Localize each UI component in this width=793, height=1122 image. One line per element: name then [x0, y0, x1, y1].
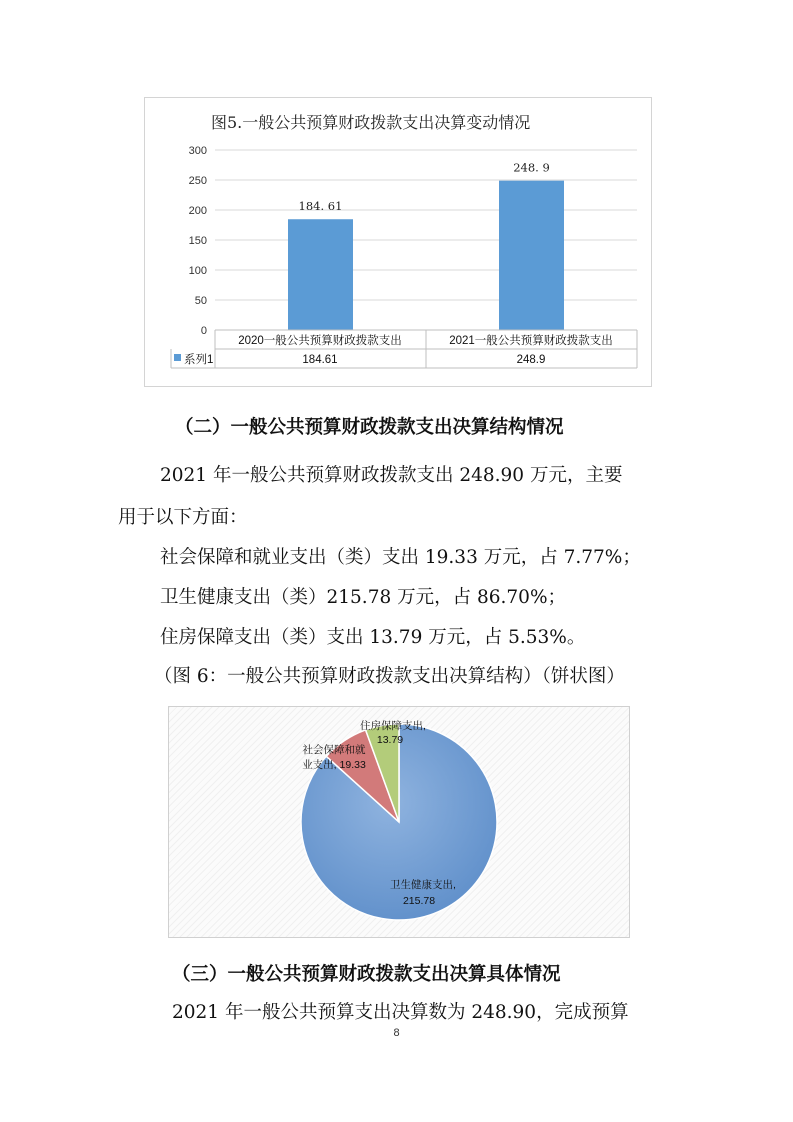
bar-data-label: 248. 9 — [513, 160, 550, 175]
table-value-2020: 184.61 — [302, 354, 338, 366]
paragraph-line: 用于以下方面： — [118, 507, 248, 528]
paragraph-line: 2021 年一般公共预算支出决算数为 248.90，完成预算 — [172, 1002, 629, 1023]
pie-chart-plot — [169, 707, 629, 937]
pie-label-social-value: 业支出, 19.33 — [302, 759, 366, 771]
bar-chart-plot — [145, 98, 651, 386]
pie-label-social-name: 社会保障和就 — [302, 744, 366, 756]
bar-y-axis — [189, 145, 207, 337]
legend-series-name: 系列1 — [184, 354, 214, 366]
expense-item-health: 卫生健康支出（类）215.78 万元，占 86.70%； — [160, 587, 567, 608]
bar-data-table — [171, 330, 637, 368]
bar-data-label: 184. 61 — [298, 199, 343, 214]
bar-chart — [144, 97, 652, 387]
expense-item-social: 社会保障和就业支出（类）支出 19.33 万元，占 7.77%； — [160, 547, 641, 568]
bar-2021 — [499, 181, 564, 330]
legend-swatch — [174, 354, 181, 361]
pie-label-housing-name: 住房保障支出, — [360, 720, 426, 732]
y-tick-label: 200 — [188, 205, 207, 217]
y-tick-label: 150 — [188, 235, 207, 247]
y-tick-label: 50 — [194, 295, 207, 307]
section-heading-3: （三）一般公共预算财政拨款支出决算具体情况 — [172, 964, 561, 985]
bar-gridlines — [215, 150, 637, 330]
pie-label-health-name: 卫生健康支出, — [390, 879, 456, 891]
table-value-2021: 248.9 — [516, 354, 546, 366]
section-heading-2: （二）一般公共预算财政拨款支出决算结构情况 — [175, 417, 564, 438]
y-tick-label: 100 — [188, 265, 207, 277]
bar-2020 — [288, 219, 353, 330]
y-tick-label: 250 — [188, 175, 207, 187]
table-category-2021: 2021一般公共预算财政拨款支出 — [449, 335, 613, 347]
bar-chart-title: 图5.一般公共预算财政拨款支出决算变动情况 — [211, 113, 531, 132]
y-tick-label: 0 — [200, 325, 207, 337]
pie-label-health-value: 215.78 — [402, 895, 436, 907]
paragraph-line: 2021 年一般公共预算财政拨款支出 248.90 万元，主要 — [160, 465, 623, 486]
y-tick-label: 300 — [188, 145, 207, 157]
expense-item-housing: 住房保障支出（类）支出 13.79 万元，占 5.53%。 — [160, 627, 586, 648]
page-number: 8 — [393, 1027, 400, 1039]
pie-chart — [168, 706, 630, 938]
table-category-2020: 2020一般公共预算财政拨款支出 — [238, 335, 402, 347]
pie-label-housing-value: 13.79 — [376, 734, 404, 746]
figure-caption: （图 6：一般公共预算财政拨款支出决算结构）（饼状图） — [154, 666, 625, 687]
